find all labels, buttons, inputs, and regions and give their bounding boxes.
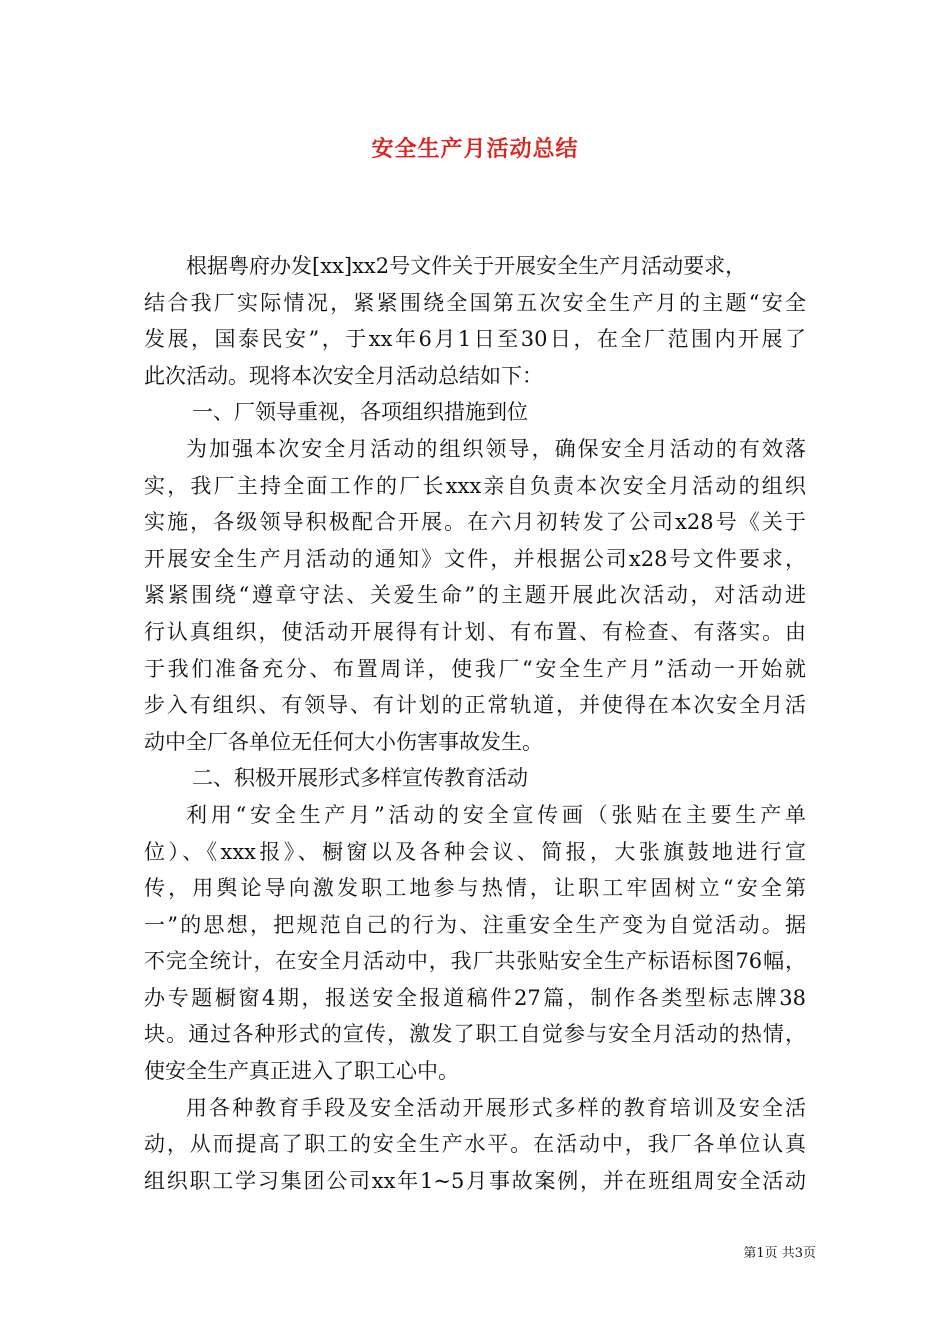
paragraph-line: 一”的思想，把规范自己的行为、注重安全生产变为自觉活动。据 xyxy=(144,912,806,937)
paragraph-line: 不完全统计，在安全月活动中，我厂共张贴安全生产标语标图76幅， xyxy=(144,949,806,974)
document-body xyxy=(144,248,806,1199)
paragraph-line: 发展，国泰民安”，于xx年6月1日至30日，在全厂范围内开展了 xyxy=(144,327,806,352)
paragraph-line: 位）、《xxx报》、橱窗以及各种会议、简报，大张旗鼓地进行宣 xyxy=(144,839,806,864)
paragraph-line: 传，用舆论导向激发职工地参与热情，让职工牢固树立“安全第 xyxy=(144,876,806,901)
document-title: 安全生产月活动总结 xyxy=(371,136,579,162)
paragraph-line: 办专题橱窗4期，报送安全报道稿件27篇，制作各类型标志牌38 xyxy=(144,985,806,1010)
paragraph-line: 于我们准备充分、布置周详，使我厂“安全生产月”活动一开始就 xyxy=(144,656,806,681)
paragraph-line: 使安全生产真正进入了职工心中。 xyxy=(144,1059,459,1084)
paragraph-line: 用各种教育手段及安全活动开展形式多样的教育培训及安全活 xyxy=(186,1095,806,1120)
paragraph-line: 实，我厂主持全面工作的厂长xxx亲自负责本次安全月活动的组织 xyxy=(144,473,806,498)
paragraph-line: 实施，各级领导积极配合开展。在六月初转发了公司x28号《关于 xyxy=(144,510,806,535)
section-heading: 一、厂领导重视，各项组织措施到位 xyxy=(192,400,528,425)
paragraph-line: 为加强本次安全月活动的组织领导，确保安全月活动的有效落 xyxy=(186,436,806,461)
section-heading: 二、积极开展形式多样宣传教育活动 xyxy=(192,766,528,791)
paragraph-line: 紧紧围绕“遵章守法、关爱生命”的主题开展此次活动，对活动进 xyxy=(144,583,806,608)
paragraph-line: 步入有组织、有领导、有计划的正常轨道，并使得在本次安全月活 xyxy=(144,693,806,718)
paragraph-line: 动中全厂各单位无任何大小伤害事故发生。 xyxy=(144,729,543,754)
paragraph-line: 此次活动。现将本次安全月活动总结如下： xyxy=(144,363,543,388)
paragraph-line: 利用“安全生产月”活动的安全宣传画（张贴在主要生产单 xyxy=(186,802,806,827)
paragraph-line: 组织职工学习集团公司xx年1~5月事故案例，并在班组周安全活动 xyxy=(144,1168,806,1193)
page-number: 第1页 共3页 xyxy=(743,1246,816,1261)
paragraph-line: 块。通过各种形式的宣传，激发了职工自觉参与安全月活动的热情， xyxy=(144,1022,806,1047)
paragraph-line: 开展安全生产月活动的通知》文件，并根据公司x28号文件要求， xyxy=(144,546,806,571)
paragraph-line: 结合我厂实际情况，紧紧围绕全国第五次安全生产月的主题“安全 xyxy=(144,290,806,315)
paragraph-line: 根据粤府办发[xx]xx2号文件关于开展安全生产月活动要求， xyxy=(186,254,747,278)
paragraph-line: 行认真组织，使活动开展得有计划、有布置、有检查、有落实。由 xyxy=(144,619,806,644)
paragraph-line: 动，从而提高了职工的安全生产水平。在活动中，我厂各单位认真 xyxy=(144,1132,806,1157)
